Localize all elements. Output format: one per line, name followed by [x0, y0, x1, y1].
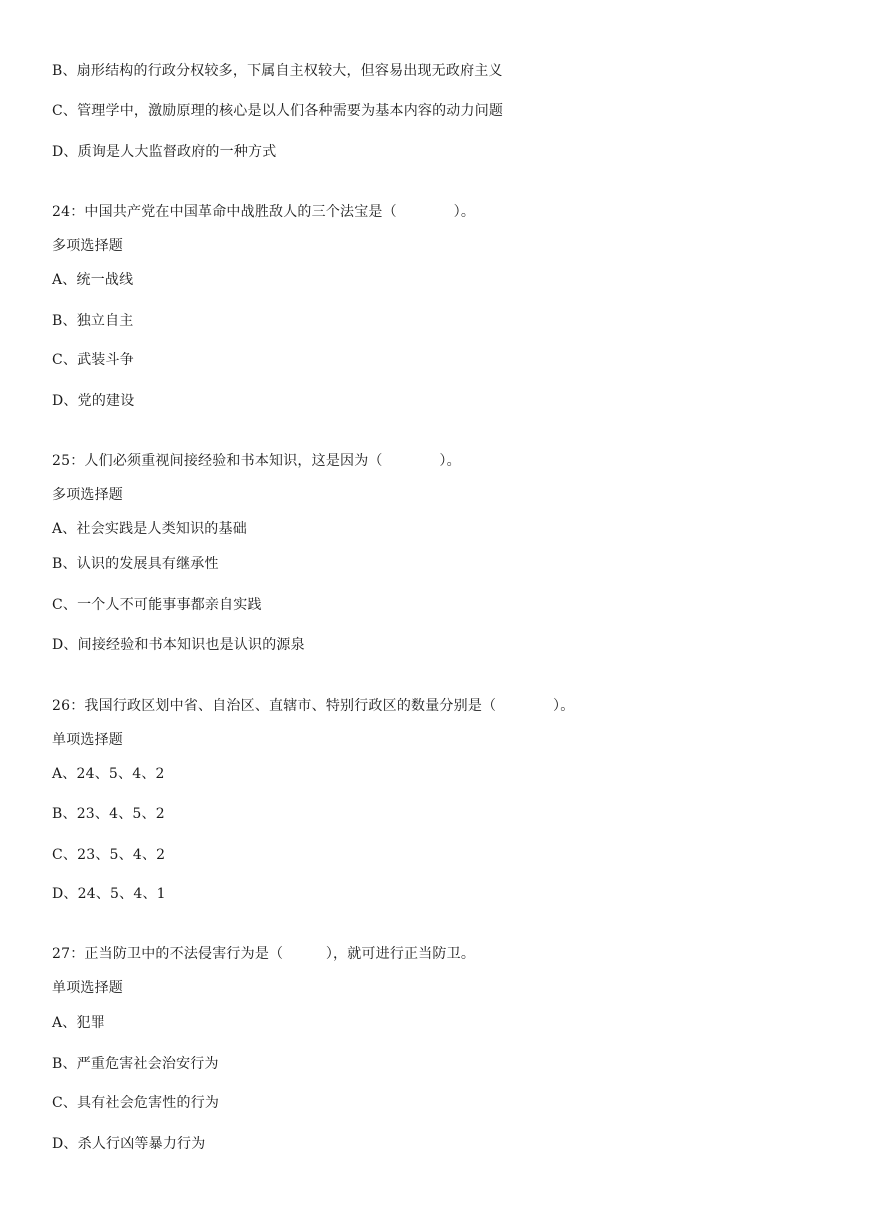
option-b: B、扇形结构的行政分权较多，下属自主权较大，但容易出现无政府主义	[52, 63, 503, 79]
option-d: D、24、5、4、1	[52, 886, 166, 902]
question-type: 多项选择题	[52, 487, 123, 503]
option-b: B、23、4、5、2	[52, 806, 165, 822]
option-d: D、党的建设	[52, 393, 135, 409]
option-c: C、一个人不可能事事都亲自实践	[52, 597, 262, 613]
option-b: B、独立自主	[52, 313, 134, 329]
option-a: A、统一战线	[52, 272, 134, 288]
option-d: D、间接经验和书本知识也是认识的源泉	[52, 637, 305, 653]
question-stem: 25：人们必须重视间接经验和书本知识，这是因为（ ）。	[52, 453, 461, 469]
question-type: 单项选择题	[52, 732, 123, 748]
question-type: 多项选择题	[52, 238, 123, 254]
question-stem: 24：中国共产党在中国革命中战胜敌人的三个法宝是（ ）。	[52, 204, 476, 220]
option-c: C、管理学中，激励原理的核心是以人们各种需要为基本内容的动力问题	[52, 103, 504, 119]
question-stem: 26：我国行政区划中省、自治区、直辖市、特别行政区的数量分别是（ ）。	[52, 698, 575, 714]
option-c: C、23、5、4、2	[52, 847, 166, 863]
option-b: B、严重危害社会治安行为	[52, 1056, 219, 1072]
option-a: A、犯罪	[52, 1015, 105, 1031]
option-a: A、24、5、4、2	[52, 766, 165, 782]
option-c: C、具有社会危害性的行为	[52, 1095, 220, 1111]
option-b: B、认识的发展具有继承性	[52, 556, 219, 572]
question-stem: 27：正当防卫中的不法侵害行为是（ ），就可进行正当防卫。	[52, 946, 476, 962]
option-d: D、杀人行凶等暴力行为	[52, 1136, 206, 1152]
option-a: A、社会实践是人类知识的基础	[52, 521, 247, 537]
option-c: C、武装斗争	[52, 352, 134, 368]
question-type: 单项选择题	[52, 980, 123, 996]
option-d: D、质询是人大监督政府的一种方式	[52, 144, 277, 160]
